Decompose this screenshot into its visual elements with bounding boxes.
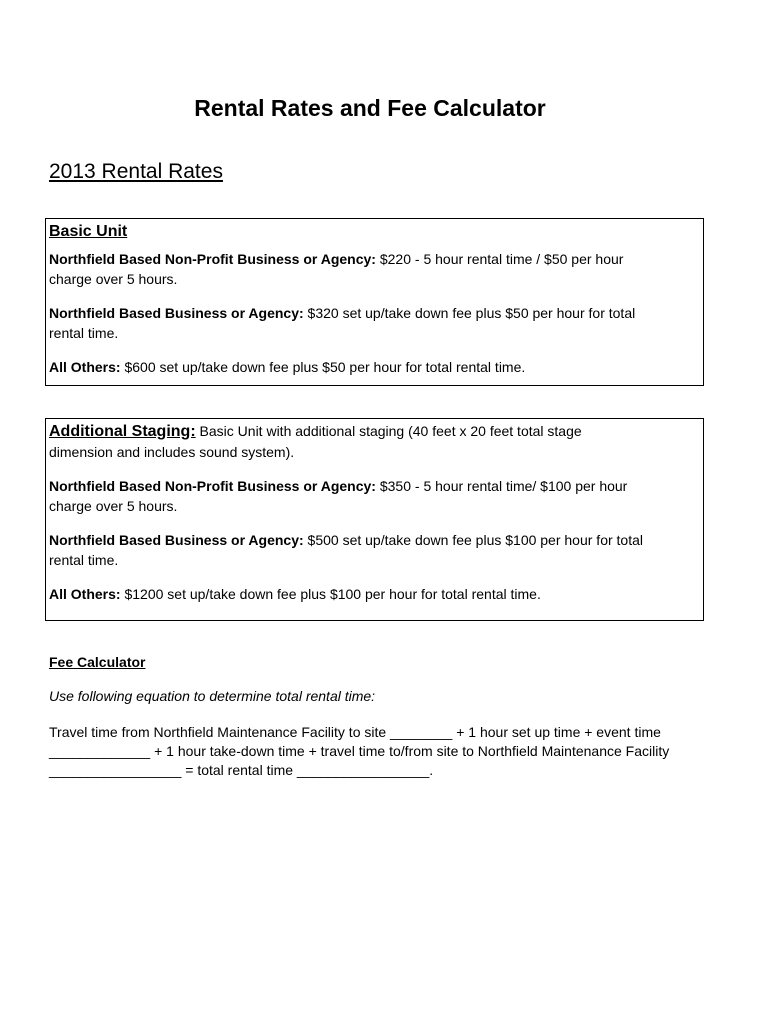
basic-rate-nonprofit bbox=[49, 249, 649, 289]
staging-intro bbox=[49, 421, 649, 462]
fee-calculator-instructions: Use following equation to determine total rental time: bbox=[49, 688, 376, 704]
rate-label: Northfield Based Business or Agency: bbox=[49, 305, 304, 321]
basic-rate-others bbox=[49, 357, 649, 377]
staging-title: Additional Staging: bbox=[49, 423, 196, 440]
rate-text: $500 set up/take down fee plus $100 per hour for total rental time. bbox=[49, 532, 643, 568]
basic-unit-title: Basic Unit bbox=[49, 223, 128, 240]
staging-description: Basic Unit with additional staging (40 feet x 20 feet total stage dimension and includes sound system). bbox=[49, 423, 582, 460]
rate-label: Northfield Based Business or Agency: bbox=[49, 532, 304, 548]
staging-rate-business bbox=[49, 530, 649, 570]
staging-rate-others bbox=[49, 584, 649, 604]
basic-rate-business bbox=[49, 303, 649, 343]
rate-label: All Others: bbox=[49, 586, 121, 602]
rate-text: $600 set up/take down fee plus $50 per hour for total rental time. bbox=[120, 359, 526, 375]
rate-label: Northfield Based Non-Profit Business or Agency: bbox=[49, 478, 376, 494]
additional-staging-box bbox=[45, 418, 704, 621]
basic-unit-box bbox=[45, 218, 704, 386]
rate-text: $1200 set up/take down fee plus $100 per hour for total rental time. bbox=[120, 586, 541, 602]
rate-text: $320 set up/take down fee plus $50 per hour for total rental time. bbox=[49, 305, 636, 341]
staging-rate-nonprofit bbox=[49, 476, 649, 516]
page-title: Rental Rates and Fee Calculator bbox=[194, 95, 546, 121]
rate-text: $220 - 5 hour rental time / $50 per hour charge over 5 hours. bbox=[49, 251, 624, 287]
fee-calculator-heading: Fee Calculator bbox=[49, 654, 146, 670]
fee-calculator-equation: Travel time from Northfield Maintenance Facility to site ________ + 1 hour set up time + event time _____________ + 1 hour take-down time + travel time to/from site to Northfield Maintenance Facility _________________ = total rental time _________________. bbox=[49, 724, 670, 778]
rate-label: Northfield Based Non-Profit Business or Agency: bbox=[49, 251, 376, 267]
rate-text: $350 - 5 hour rental time/ $100 per hour charge over 5 hours. bbox=[49, 478, 628, 514]
section-heading: 2013 Rental Rates bbox=[49, 160, 223, 183]
rate-label: All Others: bbox=[49, 359, 121, 375]
